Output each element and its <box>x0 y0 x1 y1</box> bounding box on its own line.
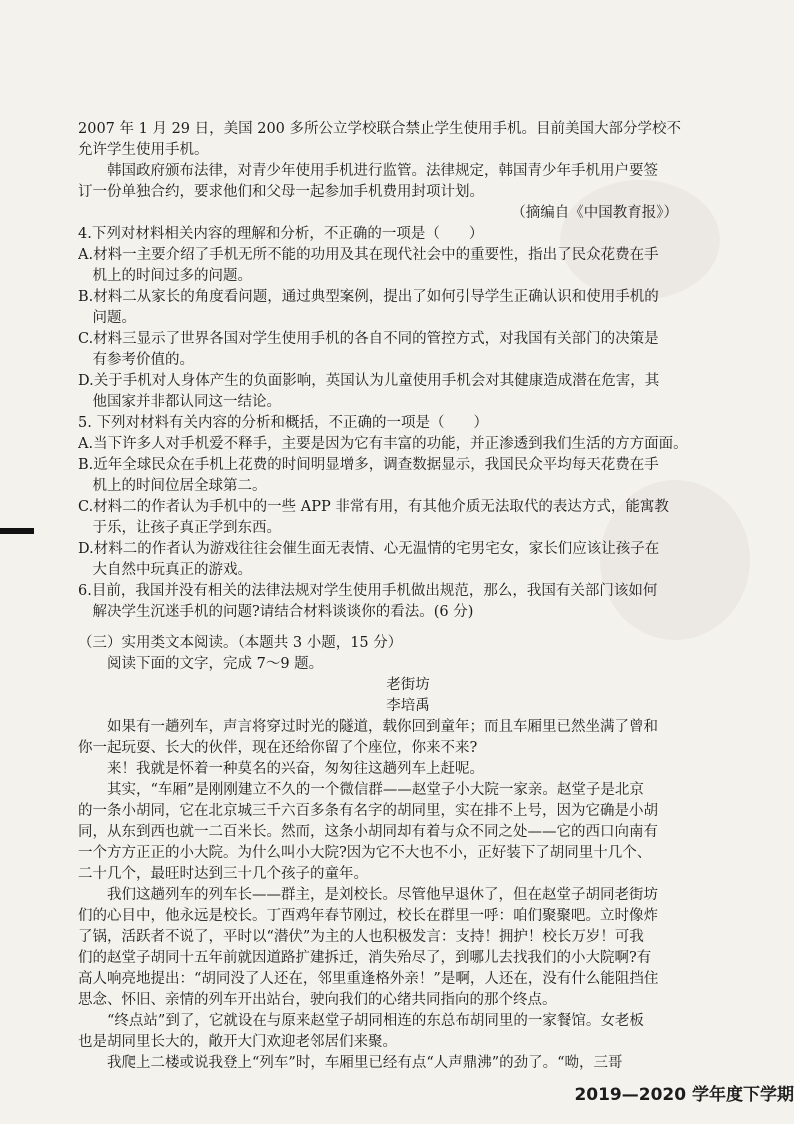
material-3-line: 韩国政府颁布法律，对青少年使用手机进行监管。法律规定，韩国青少年手机用户要签 <box>107 163 658 179</box>
option-d: D.关于手机对人身体产生的负面影响，英国认为儿童使用手机会对其健康造成潜在危害，其 <box>78 373 660 389</box>
option-b: B.近年全球民众在手机上花费的时间明显增多，调查数据显示，我国民众平均每天花费在手 <box>78 457 659 473</box>
material-3 <box>78 119 738 224</box>
article-line: 其实，“车厢”是刚刚建立不久的一个微信群——赵堂子小大院一家亲。赵堂子是北京 <box>107 782 644 798</box>
question-6-line: 6.目前，我国并没有相关的法律法规对学生使用手机做出规范，那么，我国有关部门该如何 <box>78 583 658 599</box>
article-line: 我们这趟列车的列车长——群主，是刘校长。尽管他早退休了，但在赵堂子胡同老街坊 <box>107 887 658 903</box>
option-a: 机上的时间过多的问题。 <box>92 268 252 284</box>
question-4-stem: 4.下列对材料相关内容的理解和分析，不正确的一项是（ ） <box>78 226 484 242</box>
article-line: 高人响亮地提出：“胡同没了人还在，邻里重逢格外亲！”是啊，人还在，没有什么能阻挡住 <box>78 971 659 987</box>
section-instruction: 阅读下面的文字，完成 7～9 题。 <box>107 656 324 672</box>
option-c: C.材料二的作者认为手机中的一些 APP 非常有用，有其他介质无法取代的表达方式，能寓教 <box>78 499 669 515</box>
article-line: 们的心目中，他永远是校长。丁酉鸡年春节刚过，校长在群里一呼：咱们聚聚吧。立时像炸 <box>78 908 658 924</box>
option-b: B.材料二从家长的角度看问题，通过典型案例，提出了如何引导学生正确认识和使用手机的 <box>78 289 659 305</box>
article-line: 思念、怀旧、亲情的列车开出站台，驶向我们的心绪共同指向的那个终点。 <box>78 992 557 1008</box>
material-3-line: 允许学生使用手机。 <box>78 142 209 158</box>
article-line: 了锅，活跃者不说了，平时以“潜伏”为主的人也积极发言：支持！拥护！校长万岁！可我 <box>78 929 644 945</box>
question-5-stem: 5. 下列对材料有关内容的分析和概括，不正确的一项是（ ） <box>78 415 488 431</box>
section-heading: （三）实用类文本阅读。（本题共 3 小题，15 分） <box>78 635 403 651</box>
article-line: 同，从东到西也就一二百米长。然而，这条小胡同却有着与众不同之处——它的西口向南有 <box>78 824 658 840</box>
article-line: “终点站”到了，它就设在与原来赵堂子胡同相连的东总布胡同里的一家餐馆。女老板 <box>107 1013 644 1029</box>
article-line: 一个方方正正的小大院。为什么叫小大院?因为它不大也不小，正好装下了胡同里十几个、 <box>78 845 652 861</box>
article-line: 你一起玩耍、长大的伙伴，现在还给你留了个座位，你来不来? <box>78 740 478 756</box>
question-4 <box>78 224 738 413</box>
article-line: 二十几个，最旺时达到三十几个孩子的童年。 <box>78 866 368 882</box>
section-3-header <box>78 633 738 717</box>
question-6 <box>78 581 738 623</box>
option-d: D.材料二的作者认为游戏往往会催生面无表情、心无温情的宅男宅女，家长们应该让孩子在 <box>78 541 660 557</box>
option-a: A.当下许多人对手机爱不释手，主要是因为它有丰富的功能，并正渗透到我们生活的方方面面。 <box>78 436 688 452</box>
option-b: 机上的时间位居全球第二。 <box>92 478 267 494</box>
option-d: 大自然中玩真正的游戏。 <box>92 562 252 578</box>
page-footer: 2019—2020 学年度下学期 <box>574 1085 794 1105</box>
option-c: 于乐，让孩子真正学到东西。 <box>92 520 281 536</box>
scan-edge-mark <box>0 528 34 534</box>
article-author: 李培禹 <box>386 698 430 714</box>
article-line: 们的赵堂子胡同十五年前就因道路扩建拆迁，消失殆尽了，到哪儿去找我们的小大院啊?有 <box>78 950 652 966</box>
option-d: 他国家并非都认同这一结论。 <box>92 394 281 410</box>
article-title: 老街坊 <box>386 677 430 693</box>
article-line: 的一条小胡同，它在北京城三千六百多条有名字的胡同里，实在排不上号，因为它确是小胡 <box>78 803 658 819</box>
article-line: 我爬上二楼或说我登上“列车”时，车厢里已经有点“人声鼎沸”的劲了。“呦，三哥 <box>107 1055 623 1071</box>
article-body <box>78 717 738 1074</box>
question-5 <box>78 413 738 581</box>
material-3-line: 订一份单独合约，要求他们和父母一起参加手机费用封项计划。 <box>78 184 484 200</box>
question-6-line: 解决学生沉迷手机的问题?请结合材料谈谈你的看法。(6 分) <box>92 604 474 620</box>
material-3-source: （摘编自《中国教育报》） <box>511 205 678 221</box>
article-line: 来！我就是怀着一种莫名的兴奋，匆匆往这趟列车上赶呢。 <box>107 761 484 777</box>
option-c: C.材料三显示了世界各国对学生使用手机的各自不同的管控方式，对我国有关部门的决策是 <box>78 331 659 347</box>
option-a: A.材料一主要介绍了手机无所不能的功用及其在现代社会中的重要性，指出了民众花费在手 <box>78 247 659 263</box>
article-line: 也是胡同里长大的，敞开大门欢迎老邻居们来聚。 <box>78 1034 397 1050</box>
material-3-line: 2007 年 1 月 29 日，美国 200 多所公立学校联合禁止学生使用手机。目前美国大部分学校不 <box>78 121 682 137</box>
option-b: 问题。 <box>92 310 136 326</box>
article-line: 如果有一趟列车，声言将穿过时光的隧道，载你回到童年；而且车厢里已然坐满了曾和 <box>107 719 658 735</box>
option-c: 有参考价值的。 <box>92 352 194 368</box>
